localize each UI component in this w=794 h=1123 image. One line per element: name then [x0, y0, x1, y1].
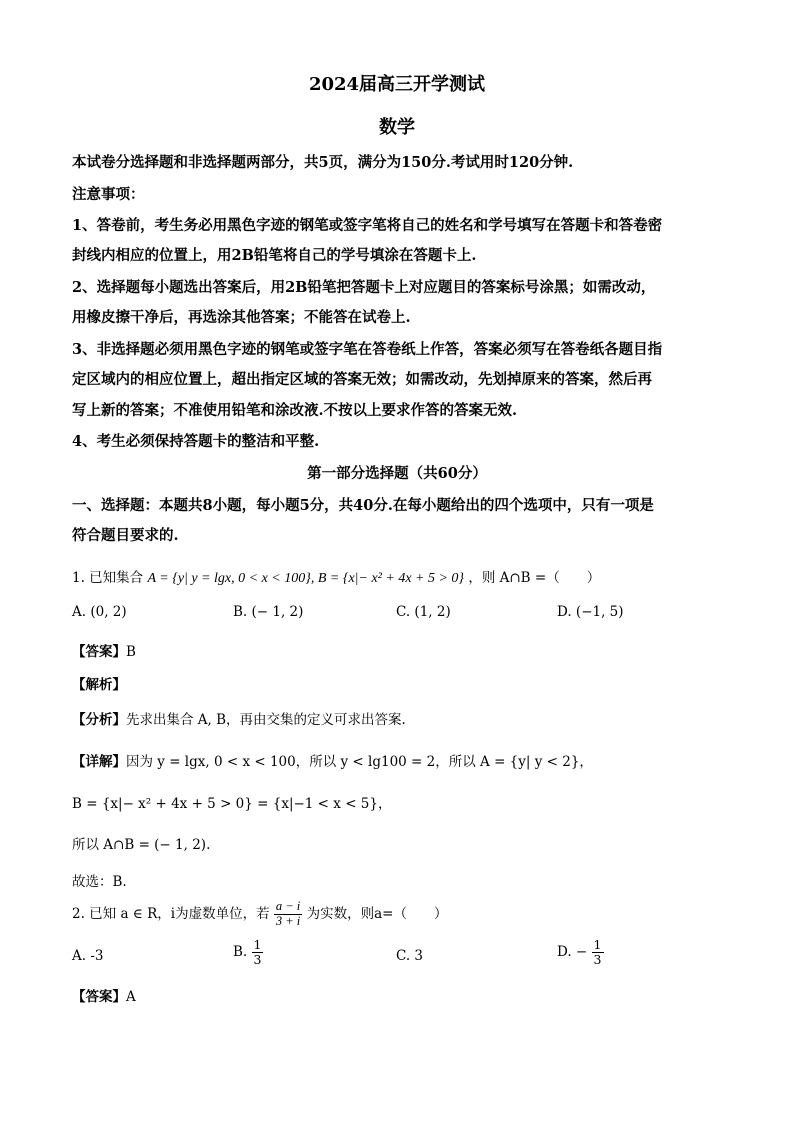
intro-text: 本试卷分选择题和非选择题两部分，共5页，满分为150分.考试用时120分钟. — [72, 154, 574, 171]
q2-fraction-denominator: 3 + i — [275, 913, 301, 928]
q1-conclusion: 故选：B. — [72, 874, 127, 890]
section-desc-line-1: 一、选择题：本题共8小题，每小题5分，共40分.在每小题给出的四个选项中，只有一项是 — [72, 497, 654, 514]
q1-sets: A = {y| y = lgx, 0 < x < 100}, B = {x|− x² + 4x + 5 > 0} — [147, 571, 465, 586]
q2-stem — [72, 900, 447, 929]
notice-item-4: 4、考生必须保持答题卡的整洁和平整. — [72, 433, 320, 450]
q2-option-b-label: B. — [233, 943, 248, 960]
q1-fenxi — [72, 708, 406, 728]
q1-tail: ，则 A∩B =（ ） — [468, 570, 601, 586]
q2-fraction — [274, 900, 302, 929]
section-title: 第一部分选择题（共60分） — [307, 465, 487, 482]
q2-answer-value: A — [126, 989, 136, 1005]
q1-detail-line-2: B = {x|− x² + 4x + 5 > 0} = {x|−1 < x < 5}， — [72, 796, 392, 812]
q1-stem — [72, 566, 600, 587]
q2-option-b-numerator: 1 — [253, 937, 262, 952]
section-desc-line-2: 符合题目要求的. — [72, 527, 179, 544]
q2-option-d — [557, 938, 604, 967]
q2-prefix: 2. 已知 a ∈ R，i为虚数单位，若 — [72, 905, 270, 922]
q1-detail-label: 【详解】 — [72, 754, 126, 770]
q2-option-a: A. -3 — [72, 948, 104, 964]
notice-item-1-line-2: 封线内相应的位置上，用2B铅笔将自己的学号填涂在答题卡上. — [72, 247, 477, 264]
q2-answer-label: 【答案】 — [72, 989, 126, 1005]
q1-detail-text-1: 因为 y = lgx, 0 < x < 100，所以 y < lg100 = 2，所以 A = {y| y < 2}， — [126, 754, 593, 770]
q2-option-c: C. 3 — [396, 948, 424, 964]
q1-option-a: A. (0, 2) — [72, 604, 127, 620]
q1-option-b: B. (− 1, 2) — [233, 604, 304, 620]
q2-option-d-numerator: 1 — [593, 937, 602, 952]
q2-option-b — [233, 938, 263, 967]
notice-item-1-line-1: 1、答卷前，考生务必用黑色字迹的钢笔或签字笔将自己的姓名和学号填写在答题卡和答卷密 — [72, 217, 663, 234]
notice-item-2-line-1: 2、选择题每小题选出答案后，用2B铅笔把答题卡上对应题目的答案标号涂黑；如需改动， — [72, 279, 656, 296]
q1-analysis-label: 【解析】 — [72, 677, 126, 693]
q1-detail-line-1 — [72, 750, 593, 770]
notice-item-2-line-2: 用橡皮擦干净后，再选涂其他答案；不能答在试卷上. — [72, 309, 411, 326]
q1-answer — [72, 640, 136, 660]
q1-answer-value: B — [126, 644, 136, 660]
exam-title: 2024届高三开学测试 — [308, 74, 486, 95]
q2-option-d-label: D. − — [557, 943, 588, 960]
q2-option-d-denominator: 3 — [593, 951, 602, 967]
q1-option-c: C. (1, 2) — [396, 604, 451, 620]
q1-option-d: D. (−1, 5) — [557, 604, 624, 620]
q2-answer — [72, 985, 136, 1005]
notice-item-3-line-2: 定区域内的相应位置上，超出指定区域的答案无效；如需改动，先划掉原来的答案，然后再 — [72, 371, 652, 388]
subject-title: 数学 — [379, 117, 415, 138]
notice-heading: 注意事项： — [72, 186, 145, 203]
q2-tail: 为实数，则a=（ ） — [306, 905, 448, 922]
q2-option-b-denominator: 3 — [253, 951, 262, 967]
q1-fenxi-text: 先求出集合 A, B，再由交集的定义可求出答案. — [126, 712, 406, 728]
q1-detail-line-3: 所以 A∩B = (− 1, 2). — [72, 837, 211, 853]
q1-fenxi-label: 【分析】 — [72, 712, 126, 728]
notice-item-3-line-3: 写上新的答案；不准使用铅笔和涂改液.不按以上要求作答的答案无效. — [72, 402, 518, 419]
notice-item-3-line-1: 3、非选择题必须用黑色字迹的钢笔或签字笔在答卷纸上作答，答案必须写在答卷纸各题目指 — [72, 341, 663, 358]
q2-fraction-numerator: a − i — [275, 899, 301, 913]
q2-option-b-fraction — [252, 938, 264, 967]
q1-answer-label: 【答案】 — [72, 644, 126, 660]
q2-option-d-fraction — [592, 938, 604, 967]
q1-prefix: 1. 已知集合 — [72, 570, 144, 586]
